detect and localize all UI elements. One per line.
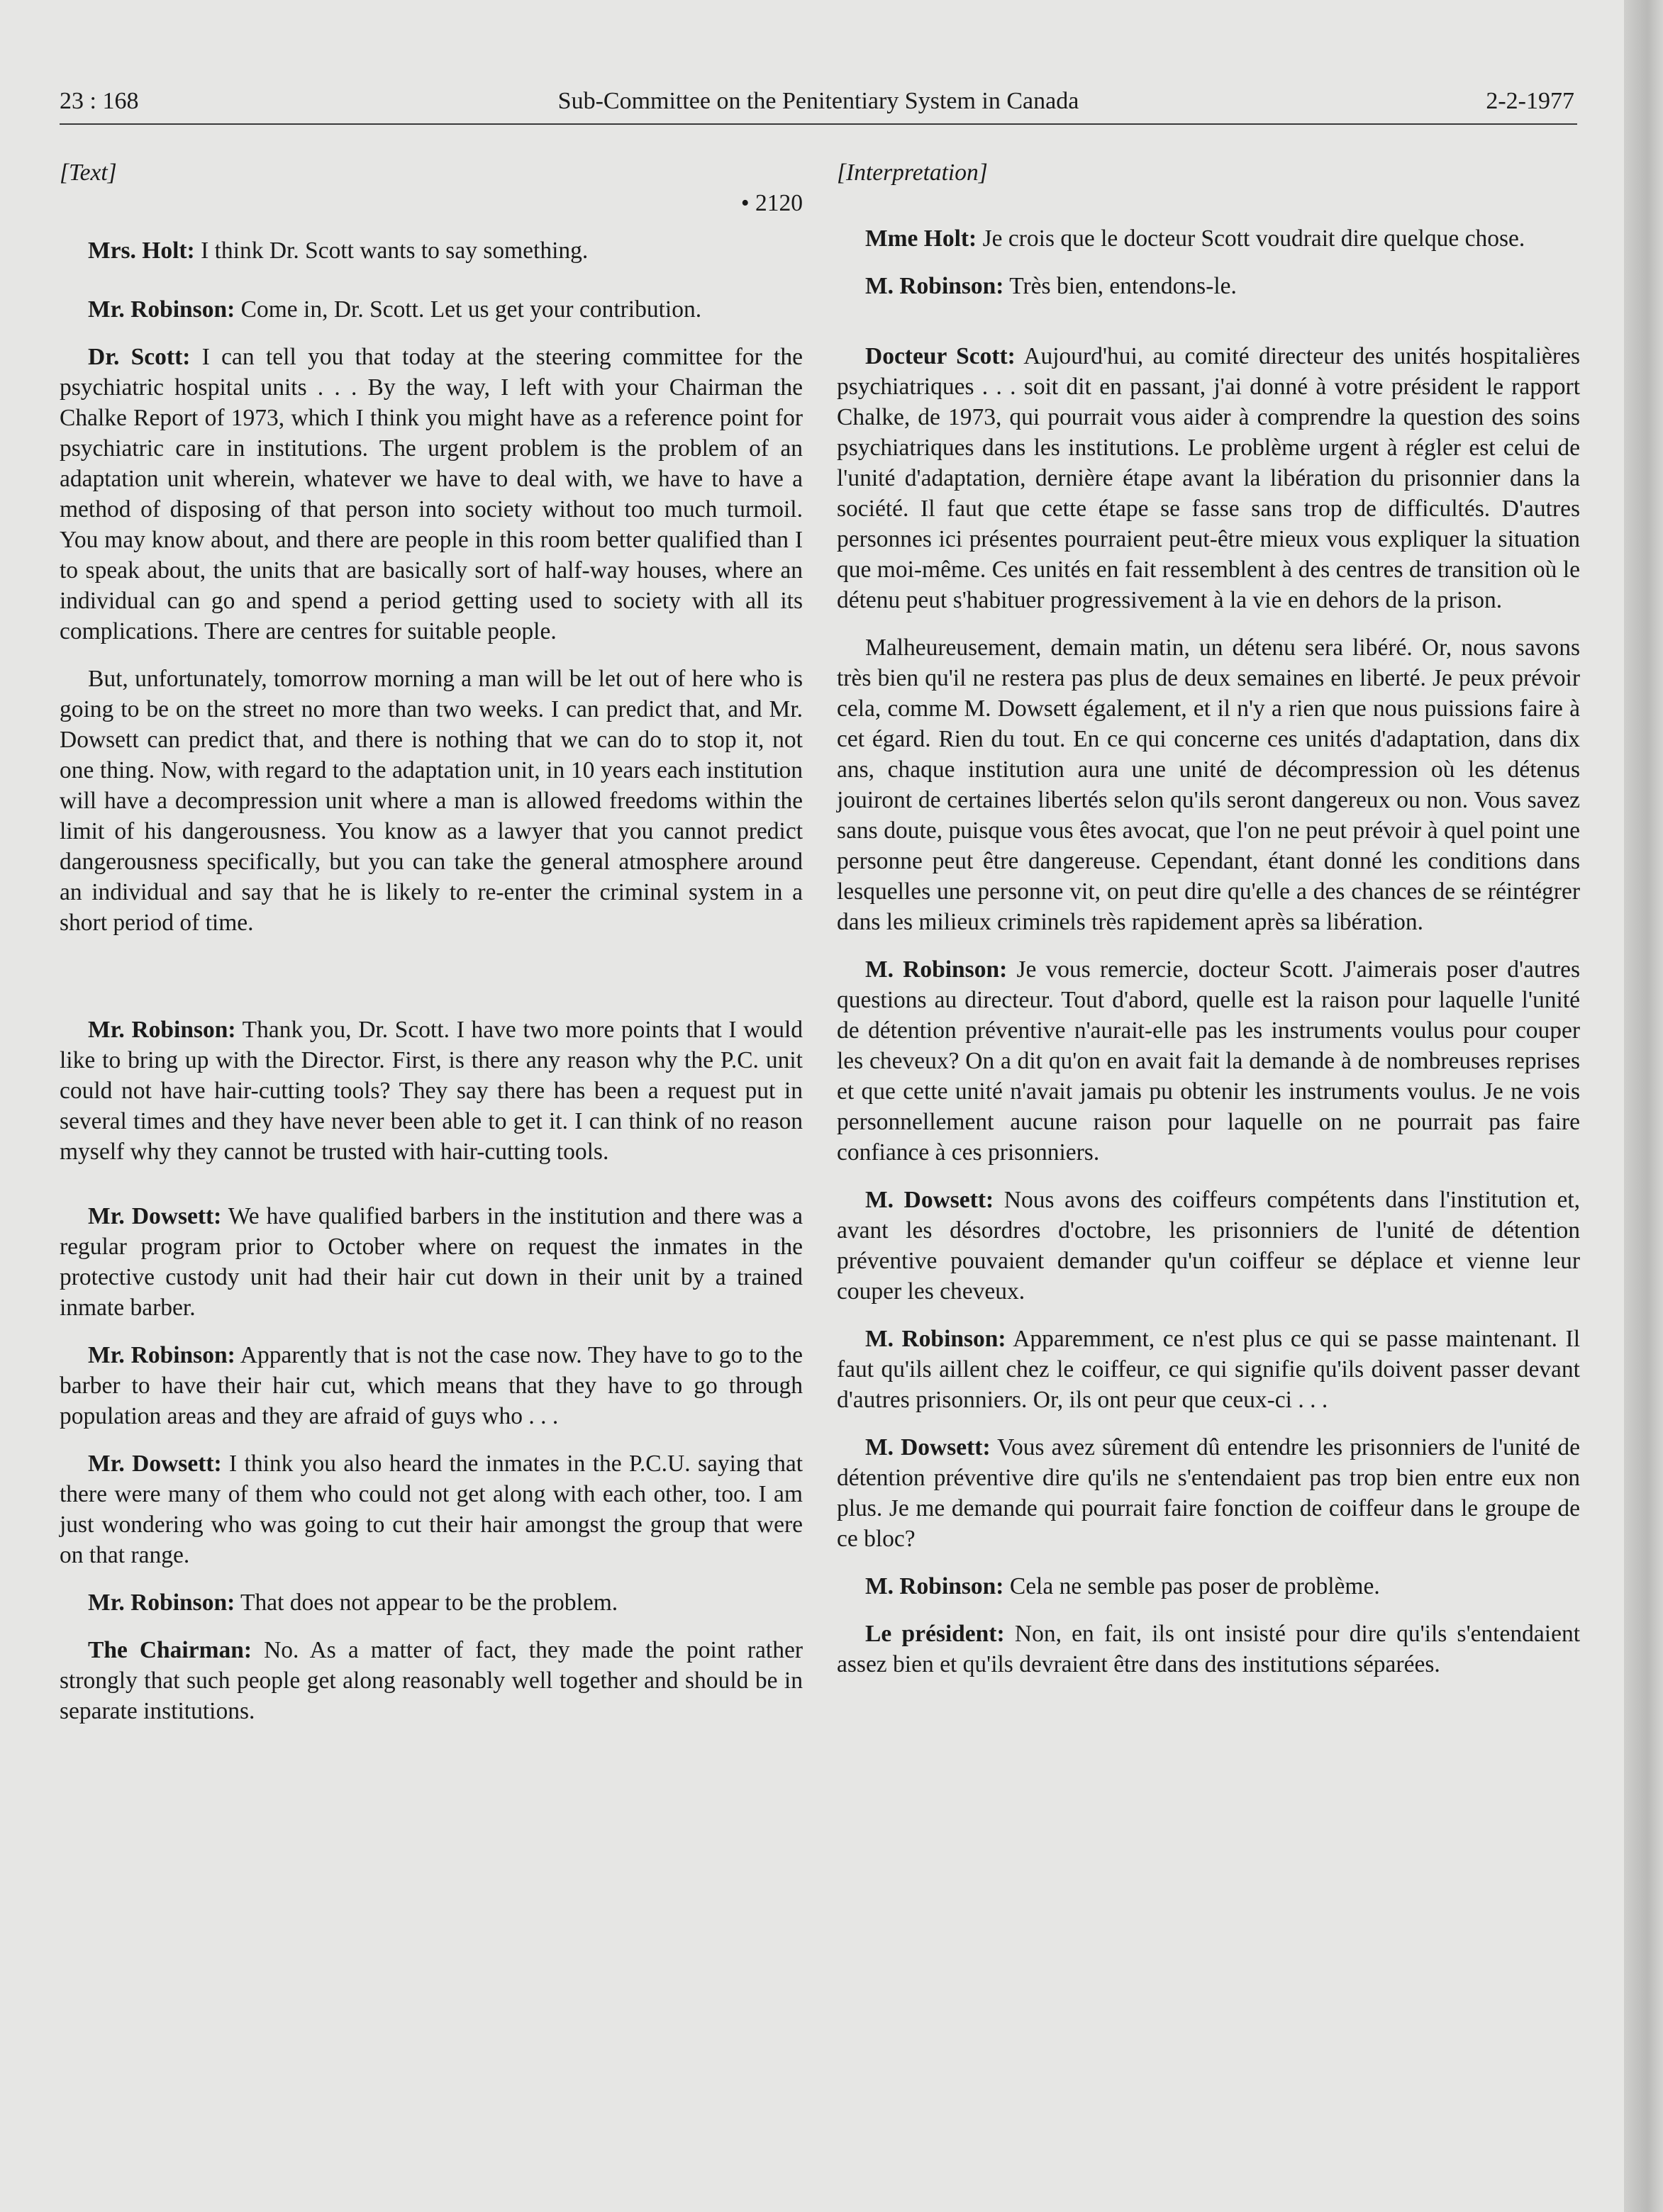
paragraph-text: Vous avez sûrement dû entendre les prisonniers de l'unité de détention préventive dire qu'ils ne s'entendaient pas trop bien entre eux non plus. Je me demande qui pourrait faire fonction de coiffeur dans le groupe de ce bloc? xyxy=(837,1434,1580,1552)
page-title: Sub-Committee on the Penitentiary System in Canada xyxy=(557,88,1079,114)
header-rule xyxy=(60,123,1577,125)
paragraph xyxy=(60,1201,803,1323)
paragraph xyxy=(837,954,1580,1168)
page-binding-edge xyxy=(1624,0,1663,2212)
paragraph-text: I can tell you that today at the steering committee for the psychiatric hospital units . . . By the way, I left with your Chairman the Chalke Report of 1973, which I think you might have as a reference point for psychiatric care in institutions. The urgent problem is the problem of an adaptation unit wherein, whatever we have to deal with, we have to have a method of disposing of that person into society without too much turmoil. You may know about, and there are people in this room better qualified than I to speak about, the units that are basically sort of half-way houses, where an individual can go and spend a period getting used to society with all its complications. There are centres for suitable people. xyxy=(60,344,803,644)
speaker-name: Mr. Robinson: xyxy=(88,296,235,323)
speaker-name: M. Robinson: xyxy=(865,1573,1004,1599)
speaker-name: Mrs. Holt: xyxy=(88,238,195,264)
paragraph-text: Come in, Dr. Scott. Let us get your contribution. xyxy=(235,296,702,323)
speaker-name: Mr. Dowsett: xyxy=(88,1203,222,1229)
paragraph-text: Apparently that is not the case now. They have to go to the barber to have their hair cut, which means that they have to go through population areas and they are afraid of guys who . . . xyxy=(60,1342,803,1429)
time-marker: • 2120 xyxy=(740,190,803,216)
paragraph xyxy=(837,223,1580,254)
paragraph xyxy=(60,235,803,266)
paragraph-text: Nous avons des coiffeurs compétents dans l'institution et, avant les désordres d'octobre, les prisonniers de l'unité de détention préventive pouvaient demander qu'un coiffeur se déplace et vienne leur couper les cheveux. xyxy=(837,1187,1580,1305)
paragraph xyxy=(60,1015,803,1167)
speaker-name: Le président: xyxy=(865,1621,1005,1647)
column-label: [Interpretation] xyxy=(837,160,988,186)
speaker-name: Mr. Robinson: xyxy=(88,1017,236,1043)
speaker-name: Mr. Robinson: xyxy=(88,1342,235,1368)
paragraph-text: Je vous remercie, docteur Scott. J'aimerais poser d'autres questions au directeur. Tout d'abord, quelle est la raison pour laquelle l'unité de détention préventive n'aurait-elle pas les instruments voulus pour couper les cheveux? On a dit qu'on en avait fait la demande à de nombreuses reprises et que cette unité n'avait jamais pu obtenir les instruments voulus. Je ne vois personnellement aucune raison pour laquelle on ne pourrait pas faire confiance à ces prisonniers. xyxy=(837,956,1580,1166)
page-date: 2-2-1977 xyxy=(1486,88,1574,114)
paragraph xyxy=(60,342,803,647)
paragraph-text: No. As a matter of fact, they made the point rather strongly that such people get along reasonably well together and should be in separate institutions. xyxy=(60,1637,803,1724)
paragraph-text: That does not appear to be the problem. xyxy=(235,1590,618,1616)
paragraph-text: Non, en fait, ils ont insisté pour dire qu'ils s'entendaient assez bien et qu'ils devraient être dans des institutions séparées. xyxy=(837,1621,1581,1677)
paragraph xyxy=(60,1340,803,1431)
paragraph xyxy=(60,1587,803,1618)
page-number: 23 : 168 xyxy=(60,88,139,114)
speaker-name: M. Robinson: xyxy=(865,956,1008,983)
paragraph-text: Thank you, Dr. Scott. I have two more points that I would like to bring up with the Director. First, is there any reason why the P.C. unit could not have hair-cutting tools? They say there has been a request put in several times and they have never been able to get it. I can think of no reason myself why they cannot be trusted with hair-cutting tools. xyxy=(60,1017,803,1165)
paragraph-text: I think you also heard the inmates in the P.C.U. saying that there were many of them who could not get along with each other, too. I am just wondering who was going to cut their hair amongst the group that were on that range. xyxy=(60,1451,803,1568)
paragraph xyxy=(837,1619,1580,1680)
english-column xyxy=(60,157,803,1743)
paragraph-text: But, unfortunately, tomorrow morning a man will be let out of here who is going to be on the street no more than two weeks. I can predict that, and Mr. Dowsett can predict that, and there is nothing that we can do to stop it, not one thing. Now, with regard to the adaptation unit, in 10 years each institution will have a decompression unit where a man is allowed freedoms within the limit of his dangerousness. You know as a lawyer that you cannot predict dangerousness specifically, but you can take the general atmosphere around an individual and say that he is likely to re-enter the criminal system in a short period of time. xyxy=(60,666,803,936)
speaker-name: Mr. Dowsett: xyxy=(88,1451,222,1477)
paragraph-text: I think Dr. Scott wants to say something. xyxy=(194,238,589,264)
paragraph xyxy=(60,1635,803,1726)
paragraph xyxy=(837,1324,1580,1415)
paragraph-text: We have qualified barbers in the institution and there was a regular program prior to October where on request the inmates in the protective custody unit had their hair cut down in their unit by a trained inmate barber. xyxy=(60,1203,803,1321)
speaker-name: M. Dowsett: xyxy=(865,1434,991,1460)
paragraph xyxy=(837,1185,1580,1307)
paragraph-text: Apparemment, ce n'est plus ce qui se passe maintenant. Il faut qu'ils aillent chez le coiffeur, ce qui signifie qu'ils doivent passer devant d'autres prisonniers. Or, ils ont peur que ceux-ci . . . xyxy=(837,1326,1581,1413)
speaker-name: The Chairman: xyxy=(88,1637,252,1663)
speaker-name: Mr. Robinson: xyxy=(88,1590,235,1616)
paragraph xyxy=(837,341,1580,615)
running-header xyxy=(60,84,1577,126)
speaker-name: Mme Holt: xyxy=(865,225,977,252)
speaker-name: M. Robinson: xyxy=(865,273,1004,299)
paragraph xyxy=(837,271,1580,301)
speaker-name: M. Dowsett: xyxy=(865,1187,994,1213)
paragraph-text: Je crois que le docteur Scott voudrait dire quelque chose. xyxy=(977,225,1525,252)
paragraph-text: Malheureusement, demain matin, un détenu sera libéré. Or, nous savons très bien qu'il ne restera pas plus de deux semaines en liberté. Je peux prévoir cela, comme M. Dowsett également, et il n'y a rien que nous puissions faire à cet égard. Rien du tout. En ce qui concerne ces unités d'adaptation, dans dix ans, chaque institution aura une unité de décompression où les détenus jouiront de certaines libertés selon qu'ils seront dangereux ou non. Vous savez sans doute, puisque vous êtes avocat, que l'on ne peut prévoir à quel point une personne peut être dangereuse. Cependant, étant donné les conditions dans lesquelles une personne vit, on peut dire qu'elle a des chances de se réintégrer dans les milieux criminels très rapidement après sa libération. xyxy=(837,635,1580,935)
paragraph-text: Aujourd'hui, au comité directeur des unités hospitalières psychiatriques . . . soit dit en passant, j'ai donné à votre président le rapport Chalke, de 1973, qui pourrait vous aider à comprendre la question des soins psychiatriques dans les institutions. Le problème urgent à régler est celui de l'unité d'adaptation, dernière étape avant la libération du prisonnier dans la société. Il faut que cette étape se fasse sans trop de difficultés. D'autres personnes ici présentes pourraient peut-être mieux vous expliquer la situation que moi-même. Ces unités en fait ressemblent à des centres de transition où le détenu peut s'habituer progressivement à la vie en dehors de la prison. xyxy=(837,343,1580,613)
paragraph xyxy=(60,664,803,938)
column-label: [Text] xyxy=(60,160,117,186)
speaker-name: Dr. Scott: xyxy=(88,344,191,370)
paragraph xyxy=(60,294,803,325)
paragraph xyxy=(837,1432,1580,1554)
paragraph xyxy=(60,1448,803,1570)
paragraph-text: Très bien, entendons-le. xyxy=(1003,273,1237,299)
french-column xyxy=(837,157,1580,1697)
paragraph-text: Cela ne semble pas poser de problème. xyxy=(1003,1573,1380,1599)
paragraph xyxy=(837,1571,1580,1602)
speaker-name: M. Robinson: xyxy=(865,1326,1006,1352)
paragraph xyxy=(837,632,1580,937)
speaker-name: Docteur Scott: xyxy=(865,343,1016,369)
